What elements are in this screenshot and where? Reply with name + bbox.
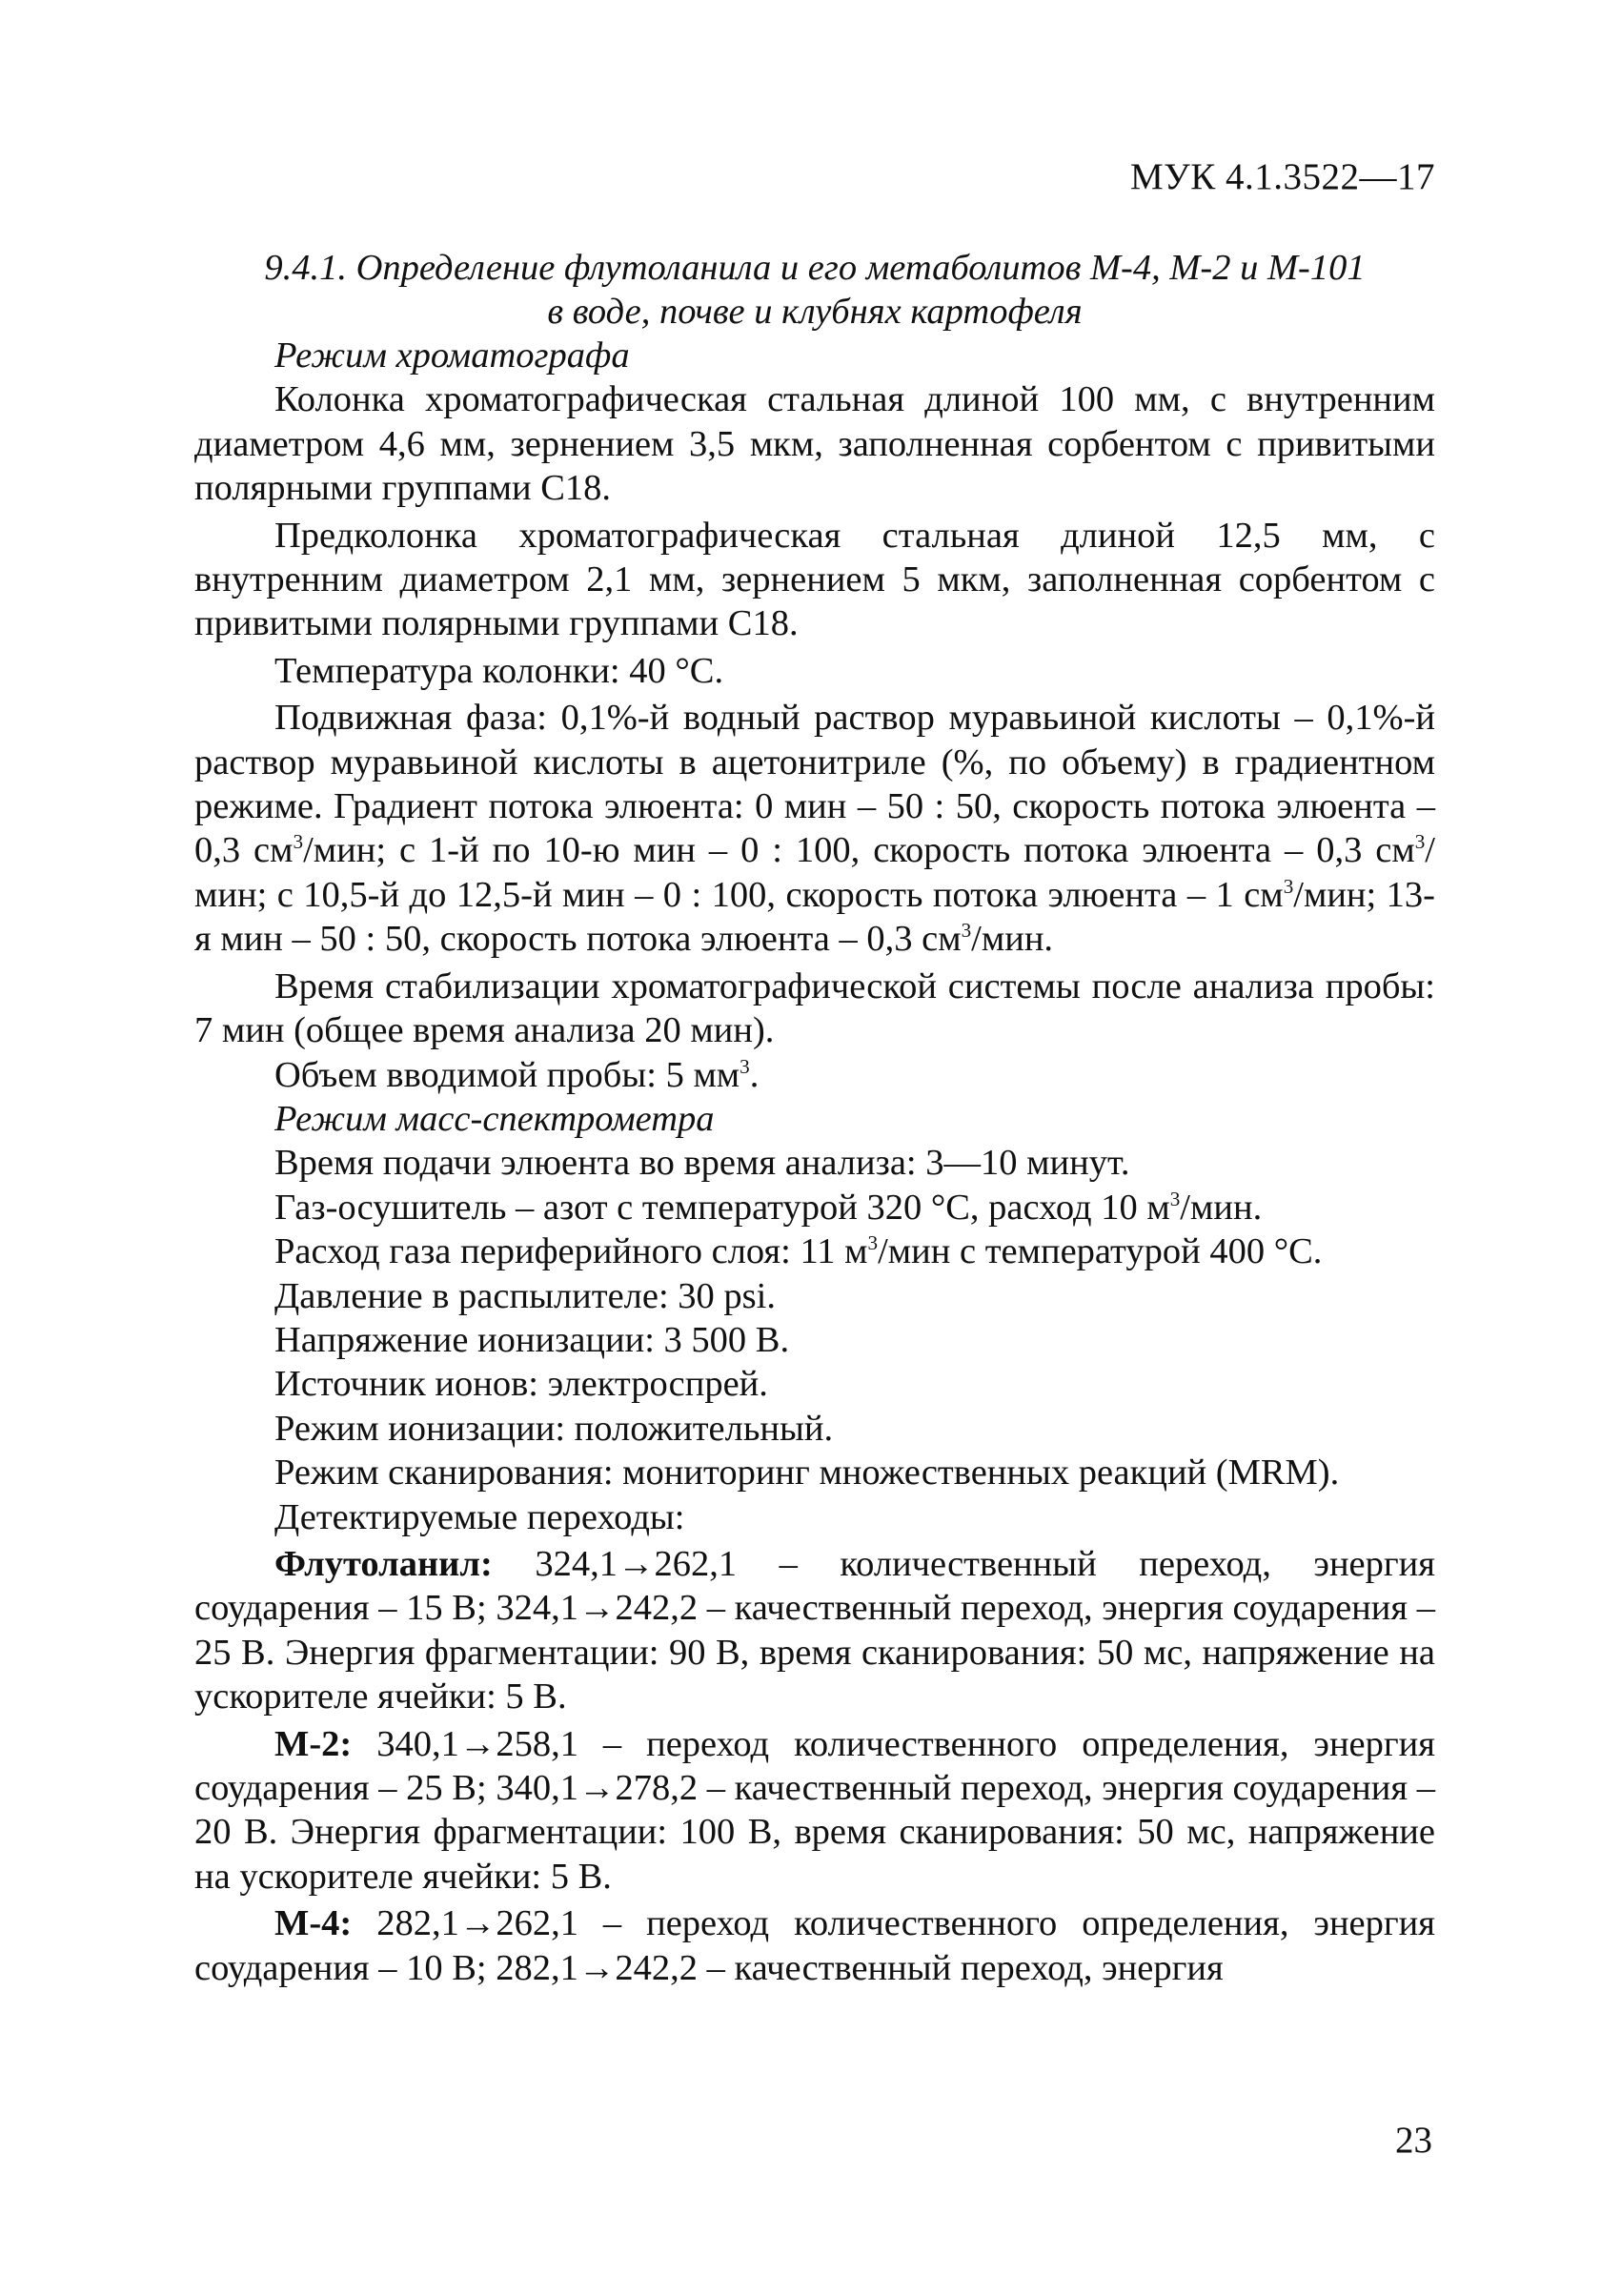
transition-m2: М-2: 340,1→258,1 – переход количественного определения, энергия соударения – 25 В; 340,1→278,2 – качественный переход, энергия соударения – 20 В. Энергия фрагментации: 100 В, время сканирования: 50 мс, напряжение на ускорителе ячейки: 5 В. — [194, 1723, 1435, 1897]
ionization-voltage: Напряжение ионизации: 3 500 В. — [274, 1319, 790, 1360]
document-code: МУК 4.1.3522—17 — [1129, 156, 1435, 197]
scan-mode: Режим сканирования: мониторинг множественных реакций (MRM). — [274, 1453, 1340, 1493]
eluent-time: Время подачи элюента во время анализа: 3—10 минут. — [274, 1143, 1130, 1184]
page-content — [194, 246, 1435, 1990]
column-paragraph: Колонка хроматографическая стальная длиной 100 мм, с внутренним диаметром 4,6 мм, зернением 3,5 мкм, заполненная сорбентом с привитыми полярными группами C18. — [194, 379, 1435, 509]
page-number: 23 — [1395, 2120, 1432, 2161]
stabilization-paragraph: Время стабилизации хроматографической системы после анализа пробы: 7 мин (общее время анализа 20 мин). — [194, 965, 1435, 1051]
section-title-line2: в воде, почве и клубнях картофеля — [547, 292, 1083, 332]
column-temperature: Температура колонки: 40 °С. — [274, 650, 724, 691]
precolumn-paragraph: Предколонка хроматографическая стальная длиной 12,5 мм, с внутренним диаметром 2,1 мм, зернением 5 мкм, заполненная сорбентом с привитыми полярными группами C18. — [194, 515, 1435, 644]
dry-gas: Газ-осушитель – азот с температурой 320 °С, расход 10 $м^3$/мин. — [274, 1187, 1263, 1228]
transition-m4: М-4: 282,1→262,1 – переход количественного определения, энергия соударения – 10 В; 282,1→242,2 – качественный переход, энергия — [194, 1903, 1435, 1988]
section-title-line1: 9.4.1. Определение флутоланила и его метаболитов М-4, М-2 и М-101 — [264, 248, 1366, 288]
nebulizer-pressure: Давление в распылителе: 30 psi. — [274, 1275, 776, 1316]
chromatograph-heading: Режим хроматографа — [274, 335, 630, 376]
ionization-mode: Режим ионизации: положительный. — [274, 1408, 834, 1449]
transitions-heading: Детектируемые переходы: — [274, 1496, 685, 1537]
injection-volume: Объем вводимой пробы: 5 $мм^3$. — [274, 1054, 760, 1095]
transition-flutolanil: Флутоланил: 324,1→262,1 – количественный переход, энергия соударения – 15 В; 324,1→242,2 – качественный переход, энергия соударения – 25 В. Энергия фрагментации: 90 В, время сканирования: 50 мс, напряжение на ускорителе ячейки: 5 В. — [194, 1543, 1435, 1717]
sheath-gas: Расход газа периферийного слоя: 11 $м^3$/мин с температурой 400 °С. — [274, 1231, 1323, 1272]
ion-source: Источник ионов: электроспрей. — [274, 1364, 768, 1405]
mobile-phase-paragraph: Подвижная фаза: 0,1%-й водный раствор муравьиной кислоты – 0,1%-й раствор муравьиной кислоты в ацетонитриле (%, по объему) в градиентном режиме. Градиент потока элюента: 0 мин – 50 : 50, скорость потока элюента – 0,3 $см^3$/мин; с 1-й по 10-ю мин – 0 : 100, скорость потока элюента – 0,3 $см^3$/мин; с 10,5-й до 12,5-й мин – 0 : 100, скорость потока элюента – 1 $см^3$/мин; 13-я мин – 50 : 50, скорость потока элюента – 0,3 $см^3$/мин. — [194, 698, 1436, 960]
mass-spec-heading: Режим масс-спектрометра — [274, 1098, 715, 1139]
